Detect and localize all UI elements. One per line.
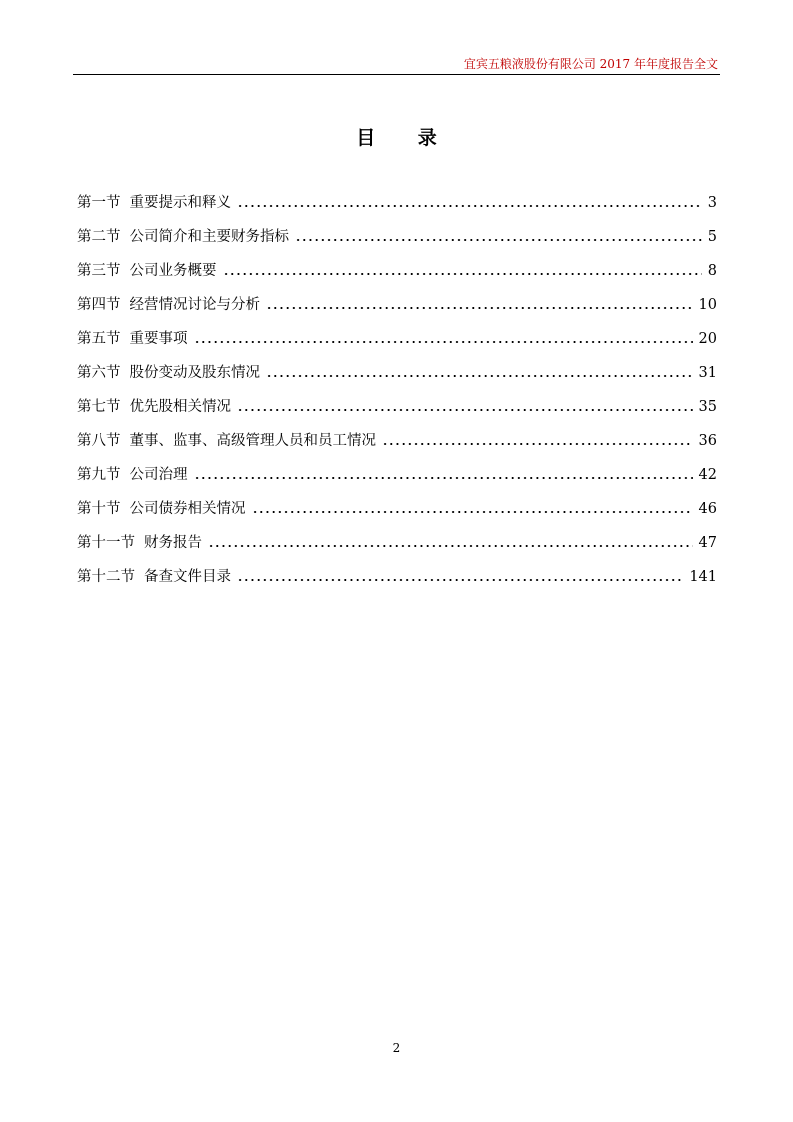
- toc-entry[interactable]: [77, 182, 717, 216]
- toc-page-number: 47: [698, 535, 717, 551]
- toc-page-number: 35: [698, 399, 717, 415]
- toc-section-number: 第一节: [77, 195, 121, 211]
- dot-leader: [208, 543, 693, 549]
- toc-entry[interactable]: [77, 488, 717, 522]
- toc-entry[interactable]: [77, 284, 717, 318]
- toc-entry-label: 优先股相关情况: [129, 399, 231, 415]
- table-of-contents: [77, 182, 717, 590]
- dot-leader: [194, 339, 693, 345]
- toc-section-number: 第七节: [77, 399, 121, 415]
- toc-section-number: 第三节: [77, 263, 121, 279]
- toc-page-number: 5: [707, 229, 717, 245]
- toc-entry-label: 财务报告: [144, 535, 202, 551]
- toc-entry-label: 重要提示和释义: [129, 195, 231, 211]
- toc-entry[interactable]: [77, 216, 717, 250]
- dot-leader: [237, 577, 683, 583]
- dot-leader: [237, 407, 693, 413]
- toc-entry-label: 董事、监事、高级管理人员和员工情况: [129, 433, 376, 449]
- toc-entry-label: 公司简介和主要财务指标: [129, 229, 289, 245]
- toc-section-number: 第五节: [77, 331, 121, 347]
- toc-entry-label: 股份变动及股东情况: [129, 365, 260, 381]
- toc-entry[interactable]: [77, 386, 717, 420]
- header-divider: [73, 74, 720, 75]
- toc-page-number: 3: [707, 195, 717, 211]
- dot-leader: [295, 237, 702, 243]
- dot-leader: [266, 305, 693, 311]
- toc-entry-label: 备查文件目录: [144, 569, 231, 585]
- toc-page-number: 42: [698, 467, 717, 483]
- toc-entry[interactable]: [77, 250, 717, 284]
- toc-entry[interactable]: [77, 454, 717, 488]
- toc-page-number: 20: [698, 331, 717, 347]
- toc-entry[interactable]: [77, 318, 717, 352]
- toc-section-number: 第四节: [77, 297, 121, 313]
- toc-title: 目 录: [356, 127, 455, 149]
- dot-leader: [252, 509, 693, 515]
- toc-section-number: 第八节: [77, 433, 121, 449]
- toc-section-number: 第九节: [77, 467, 121, 483]
- toc-entry[interactable]: [77, 522, 717, 556]
- toc-page-number: 141: [689, 569, 717, 585]
- toc-page-number: 8: [707, 263, 717, 279]
- dot-leader: [223, 271, 702, 277]
- toc-entry-label: 公司治理: [129, 467, 188, 483]
- dot-leader: [382, 441, 693, 447]
- toc-page-number: 46: [698, 501, 717, 517]
- toc-section-number: 第十二节: [77, 569, 135, 585]
- running-header: 宜宾五粮液股份有限公司 2017 年年度报告全文: [463, 57, 718, 71]
- toc-entry[interactable]: [77, 420, 717, 454]
- toc-entry-label: 重要事项: [129, 331, 188, 347]
- toc-page-number: 31: [698, 365, 717, 381]
- dot-leader: [266, 373, 693, 379]
- toc-entry-label: 经营情况讨论与分析: [129, 297, 260, 313]
- toc-entry-label: 公司业务概要: [129, 263, 217, 279]
- toc-entry-label: 公司债券相关情况: [129, 501, 246, 517]
- toc-section-number: 第六节: [77, 365, 121, 381]
- toc-section-number: 第二节: [77, 229, 121, 245]
- dot-leader: [237, 203, 702, 209]
- toc-entry[interactable]: [77, 352, 717, 386]
- toc-page-number: 10: [698, 297, 717, 313]
- dot-leader: [194, 475, 693, 481]
- toc-section-number: 第十节: [77, 501, 121, 517]
- toc-section-number: 第十一节: [77, 535, 135, 551]
- toc-page-number: 36: [698, 433, 717, 449]
- page-number: 2: [392, 1041, 401, 1055]
- toc-entry[interactable]: [77, 556, 717, 590]
